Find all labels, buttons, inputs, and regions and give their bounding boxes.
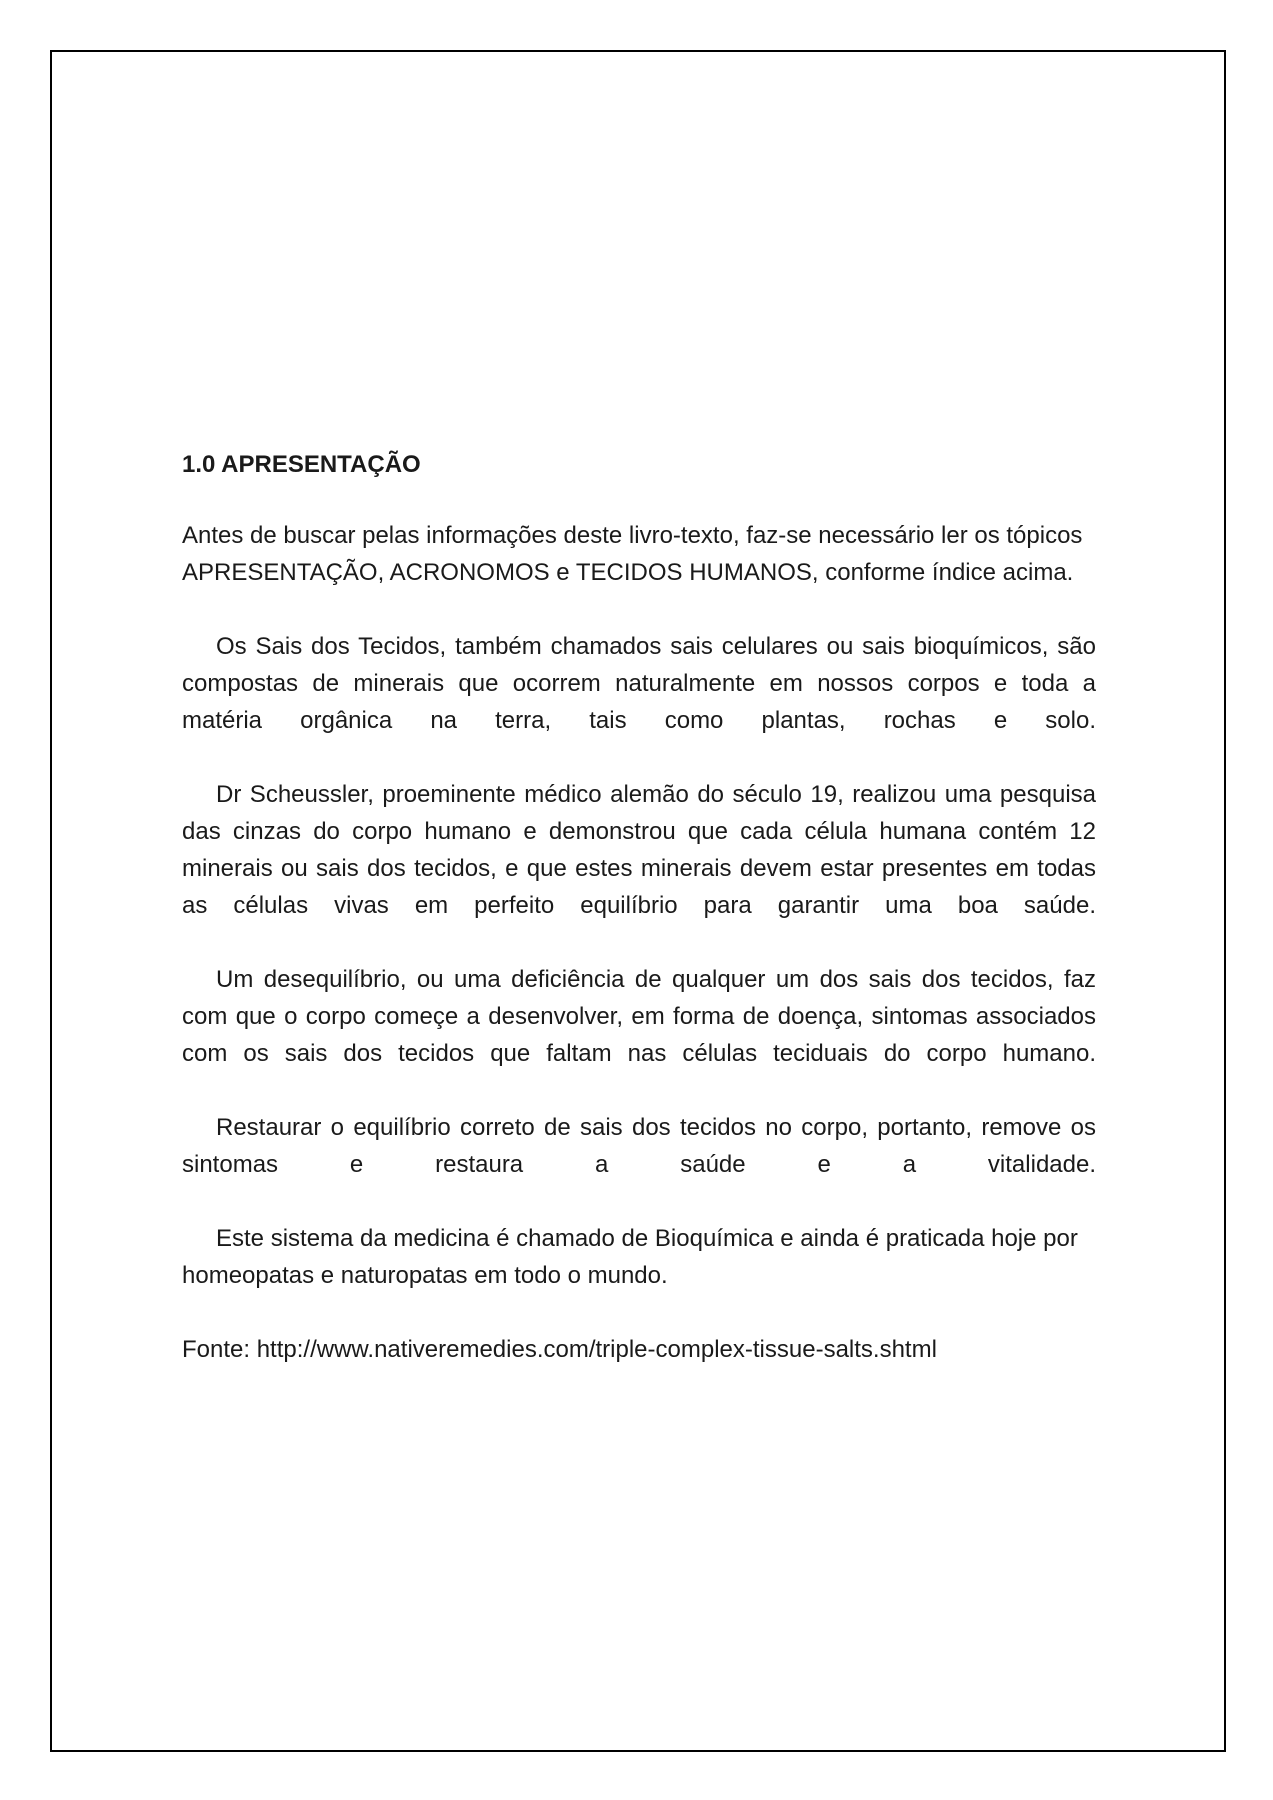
paragraph-biochemistry: Este sistema da medicina é chamado de Bioquímica e ainda é praticada hoje por homeopatas e naturopatas em todo o mundo. <box>182 1225 1078 1289</box>
document-body <box>182 446 1096 1368</box>
paragraph-scheussler: Dr Scheussler, proeminente médico alemão do século 19, realizou uma pesquisa das cinzas do corpo humano e demonstrou que cada célula humana contém 12 minerais ou sais dos tecidos, e que estes minerais devem estar presentes em todas as células vivas em perfeito equilíbrio para garantir uma boa saúde. <box>182 781 1096 919</box>
paragraph-imbalance: Um desequilíbrio, ou uma deficiência de qualquer um dos sais dos tecidos, faz com que o corpo começe a desenvolver, em forma de doença, sintomas associados com os sais dos tecidos que faltam nas células teciduais do corpo humano. <box>182 966 1096 1067</box>
paragraph-restore: Restaurar o equilíbrio correto de sais dos tecidos no corpo, portanto, remove os sintomas e restaura a saúde e a vitalidade. <box>182 1114 1096 1178</box>
paragraph-tissue-salts: Os Sais dos Tecidos, também chamados sais celulares ou sais bioquímicos, são compostas de minerais que ocorrem naturalmente em nossos corpos e toda a matéria orgânica na terra, tais como plantas, rochas e solo. <box>182 633 1096 734</box>
intro-paragraph: Antes de buscar pelas informações deste livro-texto, faz-se necessário ler os tópicos APRESENTAÇÃO, ACRONOMOS e TECIDOS HUMANOS, conforme índice acima. <box>182 522 1083 586</box>
source-citation: Fonte: http://www.nativeremedies.com/triple-complex-tissue-salts.shtml <box>182 1336 937 1363</box>
section-heading: 1.0 APRESENTAÇÃO <box>182 451 421 478</box>
